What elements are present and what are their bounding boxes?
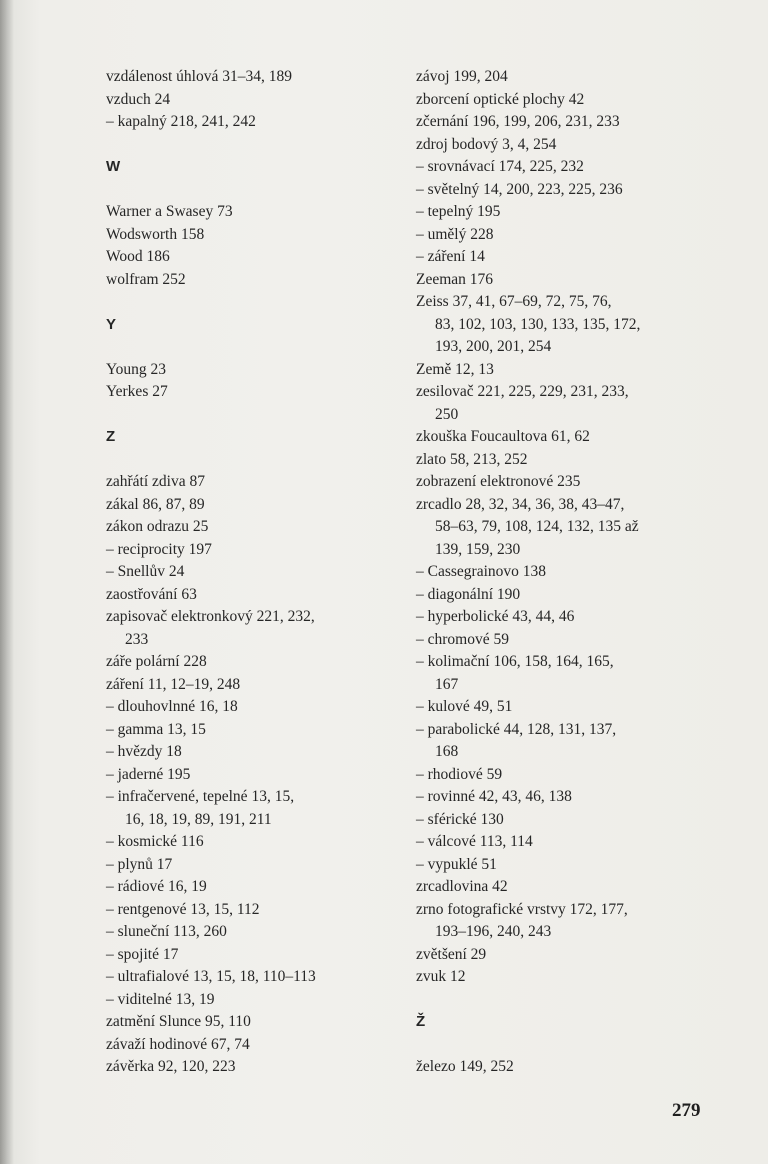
index-letter-heading: Z [106, 428, 116, 445]
index-entry: zrcadlovina 42 [416, 878, 508, 895]
index-subentry: – Snellův 24 [106, 563, 185, 580]
index-subentry: – umělý 228 [416, 225, 494, 243]
index-entry: zákal 86, 87, 89 [106, 495, 205, 513]
index-entry: železo 149, 252 [416, 1058, 514, 1075]
index-subentry: – válcové 113, 114 [416, 833, 533, 850]
index-entry: Wood 186 [106, 248, 170, 265]
index-subentry: – sférické 130 [416, 810, 504, 828]
index-subentry: – Cassegrainovo 138 [416, 563, 547, 580]
index-continuation: 250 [435, 405, 459, 423]
index-entry: záře polární 228 [106, 653, 207, 670]
index-subentry: – rhodiové 59 [416, 765, 503, 783]
index-column-left [106, 66, 406, 1079]
index-entry: zdroj bodový 3, 4, 254 [416, 135, 557, 153]
index-continuation: 58–63, 79, 108, 124, 132, 135 až [435, 518, 639, 535]
index-entry: zahřátí zdiva 87 [106, 473, 205, 490]
spacer [416, 1034, 716, 1057]
index-subentry: – kosmické 116 [106, 833, 204, 850]
index-continuation: 193, 200, 201, 254 [435, 338, 552, 355]
index-subentry: – viditelné 13, 19 [106, 990, 215, 1008]
index-subentry: – záření 14 [416, 248, 485, 265]
index-subentry: – kolimační 106, 158, 164, 165, [416, 653, 614, 670]
index-subentry: – parabolické 44, 128, 131, 137, [416, 720, 617, 738]
page-number: 279 [672, 1100, 701, 1121]
index-subentry: – reciprocity 197 [106, 540, 212, 558]
spacer [106, 404, 406, 427]
index-subentry: – chromové 59 [416, 630, 509, 648]
index-subentry: – rentgenové 13, 15, 112 [106, 900, 260, 918]
index-entry: zatmění Slunce 95, 110 [106, 1013, 251, 1030]
index-entry: vzduch 24 [106, 90, 171, 108]
index-continuation: 139, 159, 230 [435, 540, 521, 558]
index-entry: Zeiss 37, 41, 67–69, 72, 75, 76, [416, 293, 612, 310]
index-letter-heading: Ž [416, 1013, 426, 1030]
index-entry: zčernání 196, 199, 206, 231, 233 [416, 113, 620, 130]
index-entry: zapisovač elektronkový 221, 232, [106, 608, 315, 625]
index-entry: Zeeman 176 [416, 270, 494, 288]
index-entry: Young 23 [106, 360, 167, 378]
index-entry: zrno fotografické vrstvy 172, 177, [416, 900, 628, 918]
index-subentry: – dlouhovlnné 16, 18 [106, 698, 238, 715]
spacer [106, 449, 406, 472]
index-subentry: – infračervené, tepelné 13, 15, [106, 788, 295, 805]
index-subentry: – hvězdy 18 [106, 743, 182, 760]
index-continuation: 193–196, 240, 243 [435, 923, 552, 940]
index-entry: zobrazení elektronové 235 [416, 473, 581, 490]
index-entry: zrcadlo 28, 32, 34, 36, 38, 43–47, [416, 495, 625, 513]
index-entry: Wodsworth 158 [106, 225, 205, 243]
index-subentry: – rovinné 42, 43, 46, 138 [416, 788, 572, 805]
index-subentry: – plynů 17 [106, 855, 173, 873]
index-entry: Yerkes 27 [106, 383, 168, 400]
index-entry: zvuk 12 [416, 968, 466, 985]
index-entry: zesilovač 221, 225, 229, 231, 233, [416, 383, 629, 400]
index-entry: Země 12, 13 [416, 360, 494, 378]
index-subentry: – ultrafialové 13, 15, 18, 110–113 [106, 968, 316, 985]
index-continuation: 167 [435, 675, 459, 693]
index-column-right [416, 66, 716, 1079]
index-subentry: – diagonální 190 [416, 585, 521, 603]
index-entry: vzdálenost úhlová 31–34, 189 [106, 68, 292, 85]
spacer [416, 989, 716, 1012]
spacer [106, 291, 406, 314]
index-entry: závoj 199, 204 [416, 68, 508, 85]
spacer [106, 134, 406, 157]
index-continuation: 233 [125, 630, 149, 648]
index-entry: závěrka 92, 120, 223 [106, 1058, 236, 1075]
index-entry: zákon odrazu 25 [106, 518, 209, 535]
index-entry: zkouška Foucaultova 61, 62 [416, 428, 590, 445]
index-subentry: – srovnávací 174, 225, 232 [416, 158, 584, 175]
index-subentry: – gamma 13, 15 [106, 720, 206, 738]
index-continuation: 168 [435, 743, 459, 760]
spacer [106, 336, 406, 359]
spacer [106, 179, 406, 202]
index-continuation: 16, 18, 19, 89, 191, 211 [125, 810, 272, 828]
index-subentry: – kapalný 218, 241, 242 [106, 113, 256, 130]
index-entry: zvětšení 29 [416, 945, 487, 963]
index-subentry: – kulové 49, 51 [416, 698, 513, 715]
index-entry: zborcení optické plochy 42 [416, 90, 585, 108]
index-entry: zaostřování 63 [106, 585, 197, 603]
index-subentry: – vypuklé 51 [416, 855, 497, 873]
index-entry: závaží hodinové 67, 74 [106, 1035, 250, 1053]
index-entry: wolfram 252 [106, 270, 186, 288]
index-entry: záření 11, 12–19, 248 [106, 675, 241, 693]
index-subentry: – hyperbolické 43, 44, 46 [416, 608, 575, 625]
index-subentry: – rádiové 16, 19 [106, 878, 207, 895]
index-letter-heading: Y [106, 315, 117, 333]
index-entry: Warner a Swasey 73 [106, 203, 233, 220]
index-subentry: – světelný 14, 200, 223, 225, 236 [416, 180, 623, 198]
index-subentry: – tepelný 195 [416, 203, 501, 220]
page-binding-shadow [0, 0, 14, 1164]
index-letter-heading: W [106, 158, 121, 175]
index-subentry: – jaderné 195 [106, 765, 191, 783]
index-subentry: – sluneční 113, 260 [106, 923, 227, 940]
index-entry: zlato 58, 213, 252 [416, 450, 528, 468]
index-continuation: 83, 102, 103, 130, 133, 135, 172, [435, 315, 641, 333]
index-subentry: – spojité 17 [106, 945, 179, 963]
